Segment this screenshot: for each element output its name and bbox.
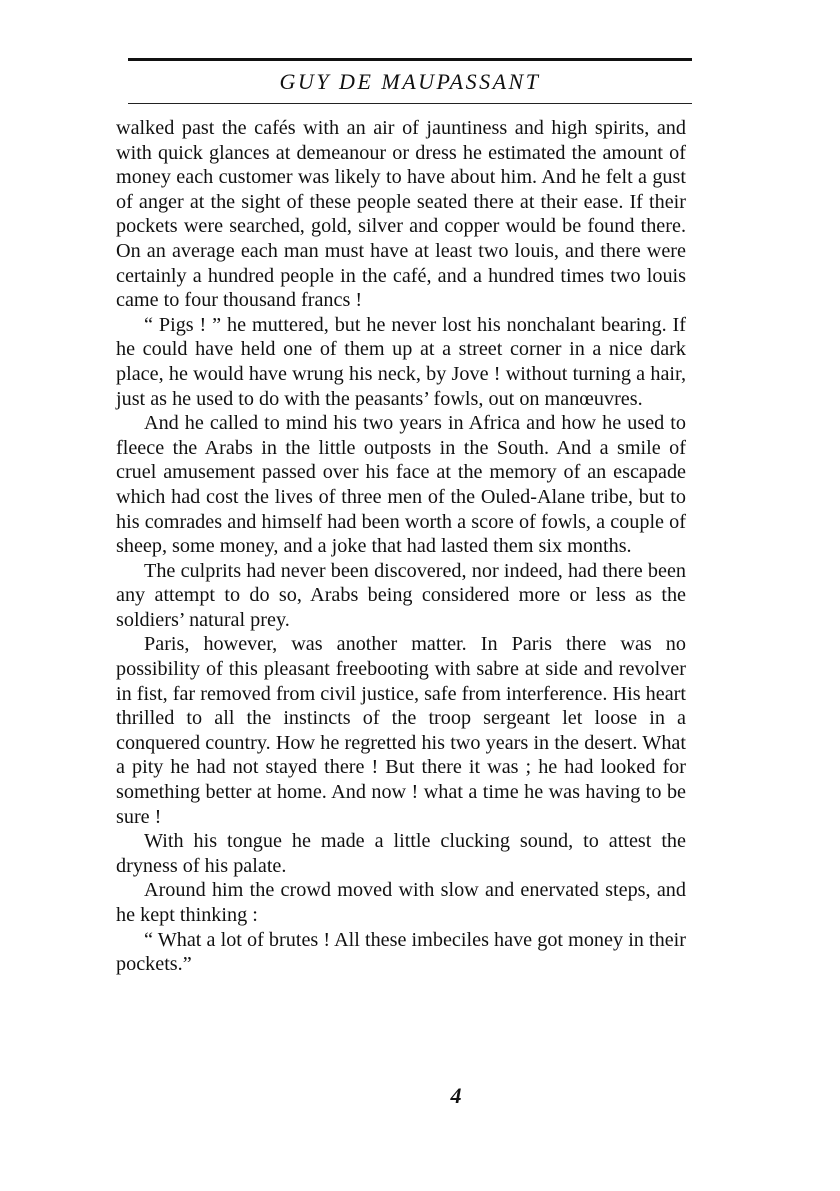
paragraph: The culprits had never been discovered, nor indeed, had there been any attempt to do so, Arabs being considered more or less as the soldiers’ natural prey. — [116, 559, 686, 631]
paragraph: “ Pigs ! ” he muttered, but he never lost his nonchalant bearing. If he could have held one of them up at a street corner in a nice dark place, he would have wrung his neck, by Jove ! without turning a hair, just as he used to do with the peasants’ fowls, out on manœuvres. — [116, 313, 686, 410]
running-head: GUY DE MAUPASSANT — [279, 69, 541, 94]
paragraph: And he called to mind his two years in Africa and how he used to fleece the Arabs in the little outposts in the South. And a smile of cruel amusement passed over his face at the memory of an escapade which had cost the lives of three men of the Ouled-Alane tribe, but to his comrades and himself had been worth a score of fowls, a couple of sheep, some money, and a joke that had lasted them six months. — [116, 412, 686, 558]
paragraph: “ What a lot of brutes ! All these imbeciles have got money in their pockets.” — [116, 928, 686, 976]
paragraph: With his tongue he made a little clucking sound, to attest the dryness of his palate. — [116, 830, 686, 877]
header-rule-thin — [128, 103, 692, 104]
page-number: 4 — [450, 1083, 462, 1108]
paragraph: Around him the crowd moved with slow and enervated steps, and he kept thinking : — [116, 879, 686, 926]
header-rule-thick — [128, 58, 692, 61]
paragraph: Paris, however, was another matter. In Paris there was no possibility of this pleasant freebooting with sabre at side and revolver in fist, far removed from civil justice, safe from interference. His heart thrilled to all the instincts of the troop sergeant let loose in a conquered country. How he regretted his two years in the desert. What a pity he had not stayed there ! But there it was ; he had looked for something better at home. And now ! what a time he was having to be sure ! — [116, 633, 686, 828]
body-text — [116, 116, 686, 977]
paragraph: walked past the cafés with an air of jauntiness and high spirits, and with quick glances at demeanour or dress he estimated the amount of money each customer was likely to have about him. And he felt a gust of anger at the sight of these people seated there at their ease. If their pockets were searched, gold, silver and copper would be found there. On an average each man must have at least two louis, and there were certainly a hundred people in the café, and a hundred times two louis came to four thousand francs ! — [116, 117, 686, 312]
